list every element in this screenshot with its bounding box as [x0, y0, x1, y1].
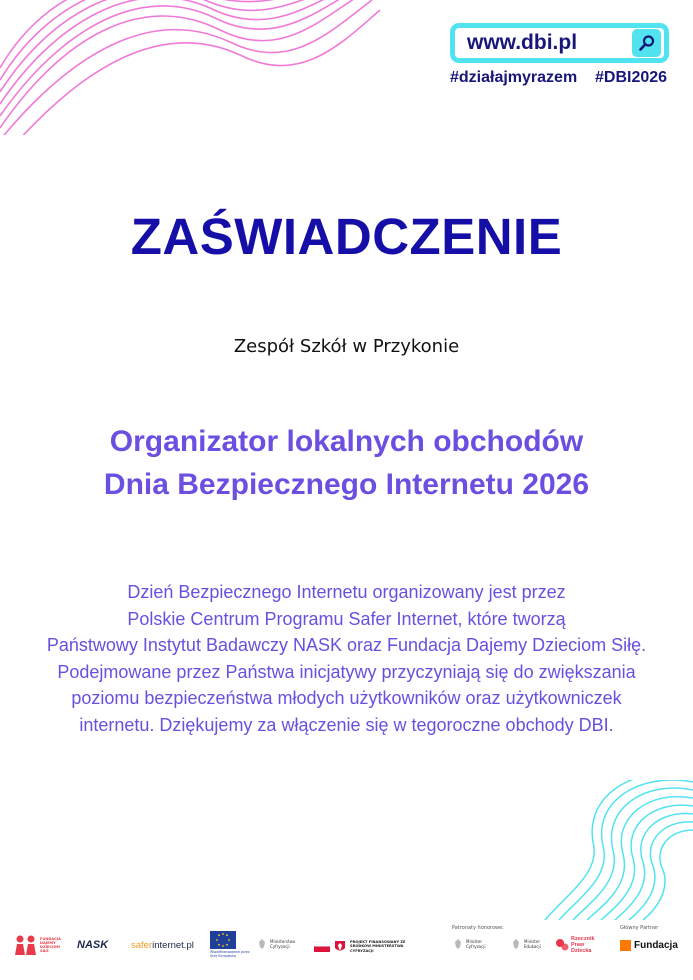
patronage-label: Patronaty honorowe:: [452, 925, 504, 931]
subtitle-line: Organizator lokalnych obchodów: [109, 425, 584, 458]
body-line: poziomu bezpieczeństwa młodych użytkowników oraz użytkowniczek: [71, 688, 622, 708]
ministry-text-2: Minister Cyfryzacji: [466, 939, 486, 949]
search-icon: [638, 34, 656, 52]
eagle-emblem-icon: [256, 938, 268, 950]
eu-logo: [210, 931, 252, 958]
subtitle: [0, 420, 693, 506]
fundacja-text: Fundacja: [634, 940, 678, 951]
internet-text: internet.pl: [152, 940, 194, 951]
fdds-logo: [14, 934, 66, 956]
search-url: www.dbi.pl: [467, 31, 578, 54]
fdds-figures-icon: [14, 934, 38, 956]
footer-logos: [0, 922, 693, 972]
body-line: Państwowy Instytut Badawczy NASK oraz Fundacja Dajemy Dzieciom Siłę.: [46, 635, 647, 655]
nask-text: NASK: [77, 939, 109, 951]
project-text: PROJEKT FINANSOWANY ZE ŚRODKÓW MINISTERSTWA CYFRYZACJI: [350, 940, 406, 953]
fdds-text: FUNDACJA DAJEMY DZIECIOM SIŁĘ: [40, 936, 61, 954]
page-title: ZAŚWIADCZENIE: [130, 208, 563, 265]
ministry-text-1: Ministerstwo Cyfryzacji: [270, 939, 296, 949]
eagle-emblem-icon: [334, 940, 346, 953]
eu-flag-icon: [210, 931, 236, 949]
body-line: Dzień Bezpiecznego Internetu organizowany jest przez: [127, 582, 566, 602]
body-line: Podejmowane przez Państwa inicjatywy przyczyniają się do zwiększania: [57, 661, 636, 682]
safer-text: safer: [131, 940, 153, 951]
school-name: Zespół Szkół w Przykonie: [233, 336, 460, 357]
polish-flag-icon: [314, 941, 330, 952]
eu-caption: Współfinansowane przez Unię Europejską: [210, 950, 250, 958]
project-funding-logo: [314, 940, 420, 953]
ministry-logo-3: [510, 938, 548, 950]
orange-square-icon: [620, 940, 631, 951]
subtitle-line: Dnia Bezpiecznego Internetu 2026: [103, 468, 590, 501]
nask-logo: [77, 939, 108, 951]
decorative-waves-bottom: [533, 780, 693, 920]
body-text: [20, 579, 673, 738]
ministry-logo-1: [256, 938, 298, 950]
rpd-text: Rzecznik Praw Dziecka: [571, 936, 595, 954]
search-box[interactable]: [450, 23, 669, 63]
saferinternet-logo: [131, 940, 194, 951]
body-line: Polskie Centrum Programu Safer Internet, które tworzą: [127, 608, 566, 629]
eagle-emblem-icon: [452, 938, 464, 950]
hashtag-dbi2026: #DBI2026: [595, 69, 668, 86]
eagle-emblem-icon: [510, 938, 522, 950]
partner-label: Główny Partner: [620, 925, 659, 931]
ministry-logo-2: [452, 938, 490, 950]
ministry-text-3: Minister Edukacji: [524, 939, 541, 949]
search-button[interactable]: [632, 29, 661, 57]
decorative-waves-top: [0, 0, 380, 135]
body-line: internetu. Dziękujemy za włączenie się w tegoroczne obchody DBI.: [79, 714, 614, 735]
rpd-logo: [555, 936, 605, 954]
fundacja-logo: [620, 940, 678, 951]
rpd-heart-icon: [555, 938, 569, 952]
hashtag-dzialajmyrazem: #działajmyrazem: [450, 69, 578, 86]
